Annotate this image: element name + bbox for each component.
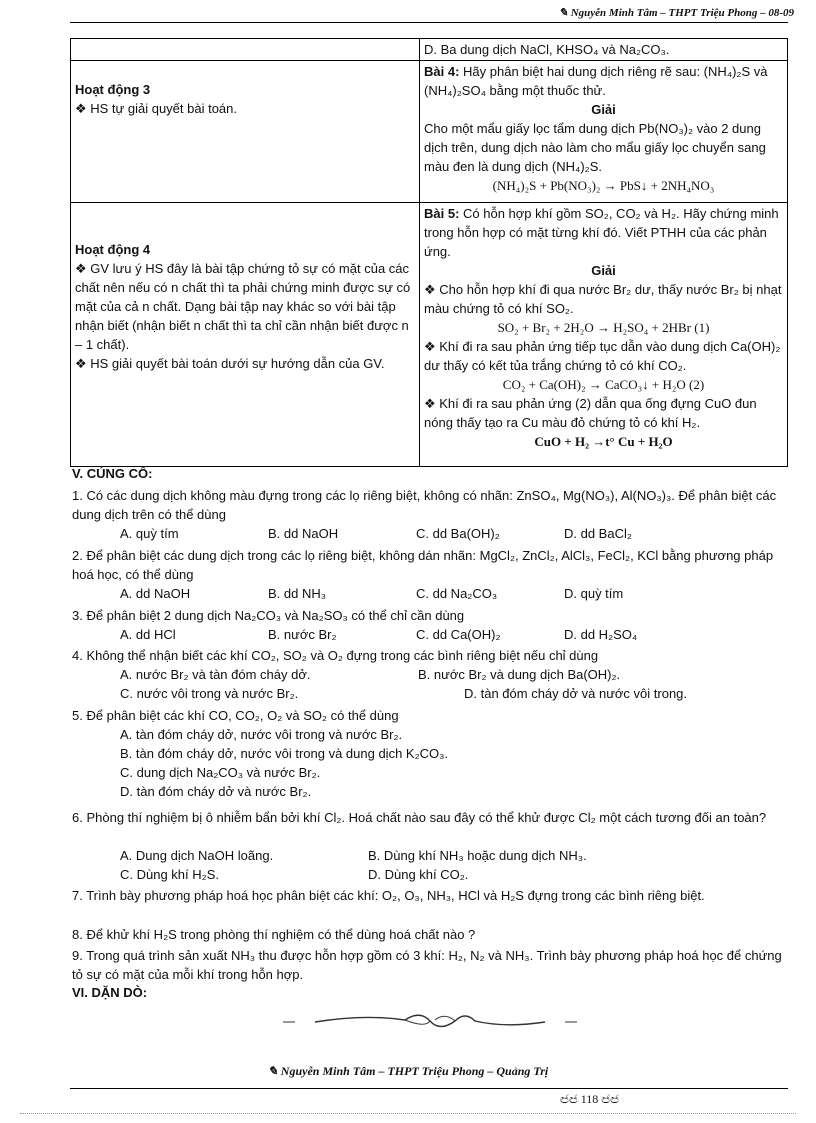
solution-4-title: Giải: [591, 102, 616, 117]
q3-option-c: C. dd Ca(OH)₂: [416, 627, 501, 642]
section-6-title: VI. DẶN DÒ:: [72, 985, 148, 1000]
q2-option-b: B. dd NH₃: [268, 586, 327, 601]
solution-5-step3: ❖ Khí đi ra sau phản ứng (2) dẫn qua ống đựng CuO đun nóng thấy tạo ra Cu màu đỏ chứng tỏ có khí H₂.: [424, 396, 757, 430]
page-number: ඦඦ 118 ඦඦ: [560, 1092, 619, 1106]
row2-right: [420, 61, 788, 203]
problem-5-text: Có hỗn hợp khí gồm SO₂, CO₂ và H₂. Hãy chứng minh trong hỗn hợp có mặt từng khí đó. Viết PTHH của các phản ứng.: [424, 206, 779, 259]
question-6: 6. Phòng thí nghiệm bị ô nhiễm bẩn bởi khí Cl₂. Hoá chất nào sau đây có thể khử được Cl₂ một cách tương đối an toàn?: [72, 810, 767, 825]
running-header: ✎ Nguyễn Minh Tâm – THPT Triệu Phong – 08-09: [558, 7, 794, 19]
solution-5-step1: ❖ Cho hỗn hợp khí đi qua nước Br₂ dư, thấy nước Br₂ bị nhạt màu chứng tỏ có khí SO₂.: [424, 282, 782, 316]
activity-3-note: ❖ HS tự giải quyết bài toán.: [75, 101, 237, 116]
q3-option-d: D. dd H₂SO₄: [564, 627, 638, 642]
row2-left: [71, 61, 420, 203]
bottom-dotted-rule: [20, 1113, 796, 1114]
q1-option-c: C. dd Ba(OH)₂: [416, 526, 500, 541]
q4-option-b: B. nước Br₂ và dung dịch Ba(OH)₂.: [418, 667, 621, 682]
activity-4-student-note: ❖ HS giải quyết bài toán dưới sự hướng dẫn của GV.: [75, 356, 385, 371]
question-7: 7. Trình bày phương pháp hoá học phân biệt các khí: O₂, O₃, NH₃, HCl và H₂S đựng trong các bình riêng biệt.: [72, 888, 705, 903]
activity-4-teacher-note: ❖ GV lưu ý HS đây là bài tập chứng tỏ sự có mặt của các chất nên nếu có n chất thì ta phải chứng minh được sự có mặt của cả n chất. Dạng bài tập nay khác so với bài tập nhận biết (nhận biết n chất thì ta chỉ cần nhận biết được n – 1 chất).: [75, 261, 411, 352]
question-4: 4. Không thể nhận biết các khí CO₂, SO₂ và O₂ đựng trong các bình riêng biệt nếu chỉ dùng: [72, 648, 599, 663]
q6-option-d: D. Dùng khí CO₂.: [368, 867, 469, 882]
q5-option-c: C. dung dịch Na₂CO₃ và nước Br₂.: [120, 765, 321, 780]
row1-left: [71, 39, 420, 61]
equation-4: (NH₄)₂S + Pb(NO₃)₂ → PbS↓ + 2NH₄NO₃: [492, 178, 715, 193]
header-rule: [70, 22, 788, 23]
question-9: 9. Trong quá trình sản xuất NH₃ thu được hỗn hợp gồm có 3 khí: H₂, N₂ và NH₃. Trình bày phương pháp hoá học để chứng tỏ sự có mặt của mỗi khí trong hỗn hợp.: [72, 948, 782, 982]
question-8: 8. Để khử khí H₂S trong phòng thí nghiệm có thể dùng hoá chất nào ?: [72, 927, 476, 942]
solution-5-title: Giải: [591, 263, 616, 278]
equation-5-3: CuO + H₂ →t° Cu + H₂O: [534, 434, 673, 449]
footer-author: ✎ Nguyễn Minh Tâm – THPT Triệu Phong – Quảng Trị: [267, 1064, 549, 1078]
q2-option-d: D. quỳ tím: [564, 586, 624, 601]
q2-option-a: A. dd NaOH: [120, 586, 191, 601]
problem-4-text: Hãy phân biệt hai dung dịch riêng rẽ sau: (NH₄)₂S và (NH₄)₂SO₄ bằng một thuốc thử.: [424, 64, 768, 98]
q5-option-d: D. tàn đóm cháy dở và nước Br₂.: [120, 784, 312, 799]
activity-table: [70, 38, 788, 467]
question-1: 1. Có các dung dịch không màu đựng trong các lọ riêng biệt, không có nhãn: ZnSO₄, Mg(NO₃), Al(NO₃)₃. Để phân biệt các dung dịch trên có thể dùng: [72, 488, 777, 522]
footer-rule: [70, 1088, 788, 1089]
row1-right: D. Ba dung dịch NaCl, KHSO₄ và Na₂CO₃.: [420, 39, 788, 61]
question-3: 3. Để phân biệt 2 dung dịch Na₂CO₃ và Na₂SO₃ có thể chỉ cần dùng: [72, 608, 465, 623]
q6-option-a: A. Dung dịch NaOH loãng.: [120, 848, 274, 863]
question-2: 2. Để phân biệt các dung dịch trong các lọ riêng biệt, không dán nhãn: MgCl₂, ZnCl₂, AlCl₃, FeCl₂, KCl bằng phương pháp hoá học, có thể dùng: [72, 548, 774, 582]
q2-option-c: C. dd Na₂CO₃: [416, 586, 498, 601]
activity-3-title: Hoạt động 3: [75, 82, 151, 97]
problem-5-label: Bài 5:: [424, 206, 460, 221]
q5-option-a: A. tàn đóm cháy dở, nước vôi trong và nước Br₂.: [120, 727, 403, 742]
q1-option-d: D. dd BaCl₂: [564, 526, 632, 541]
problem-5: [424, 204, 783, 261]
question-1-options: [120, 524, 780, 543]
q4-option-a: A. nước Br₂ và tàn đóm cháy dở.: [120, 667, 311, 682]
equation-5-2: CO₂ + Ca(OH)₂ → CaCO₃↓ + H₂O (2): [502, 377, 705, 392]
q3-option-a: A. dd HCl: [120, 627, 176, 642]
q4-option-d: D. tàn đóm cháy dở và nước vôi trong.: [464, 686, 688, 701]
solution-4-text: Cho một mẩu giấy lọc tẩm dung dịch Pb(NO₃)₂ vào 2 dung dịch trên, dung dịch nào làm cho mẩu giấy lọc chuyển sang màu đen là dung dịch (NH₄)₂S.: [424, 121, 766, 174]
question-2-options: [120, 584, 780, 603]
row3-left: [71, 203, 420, 467]
activity-4-title: Hoạt động 4: [75, 242, 151, 257]
q5-option-b: B. tàn đóm cháy dở, nước vôi trong và dung dịch K₂CO₃.: [120, 746, 449, 761]
q6-option-c: C. Dùng khí H₂S.: [120, 867, 219, 882]
q4-option-c: C. nước vôi trong và nước Br₂.: [120, 686, 299, 701]
problem-4: [424, 62, 783, 100]
question-3-options: [120, 625, 780, 644]
row3-right: [420, 203, 788, 467]
section-5-title: V. CỦNG CỐ:: [72, 466, 153, 481]
problem-4-label: Bài 4:: [424, 64, 460, 79]
solution-5-step2: ❖ Khí đi ra sau phản ứng tiếp tục dẫn vào dung dịch Ca(OH)₂ dư thấy có kết tủa trắng chứng tỏ có khí CO₂.: [424, 339, 781, 373]
q6-option-b: B. Dùng khí NH₃ hoặc dung dịch NH₃.: [368, 848, 587, 863]
equation-5-1: SO₂ + Br₂ + 2H₂O → H₂SO₄ + 2HBr (1): [497, 320, 710, 335]
ornament-divider: [275, 1008, 585, 1034]
q1-option-b: B. dd NaOH: [268, 526, 339, 541]
q3-option-b: B. nước Br₂: [268, 627, 337, 642]
question-4-options: [120, 665, 780, 703]
q1-option-a: A. quỳ tím: [120, 526, 179, 541]
question-6-options: [120, 846, 780, 884]
question-5-options: [120, 725, 780, 801]
question-5: 5. Để phân biệt các khí CO, CO₂, O₂ và SO₂ có thể dùng: [72, 708, 399, 723]
